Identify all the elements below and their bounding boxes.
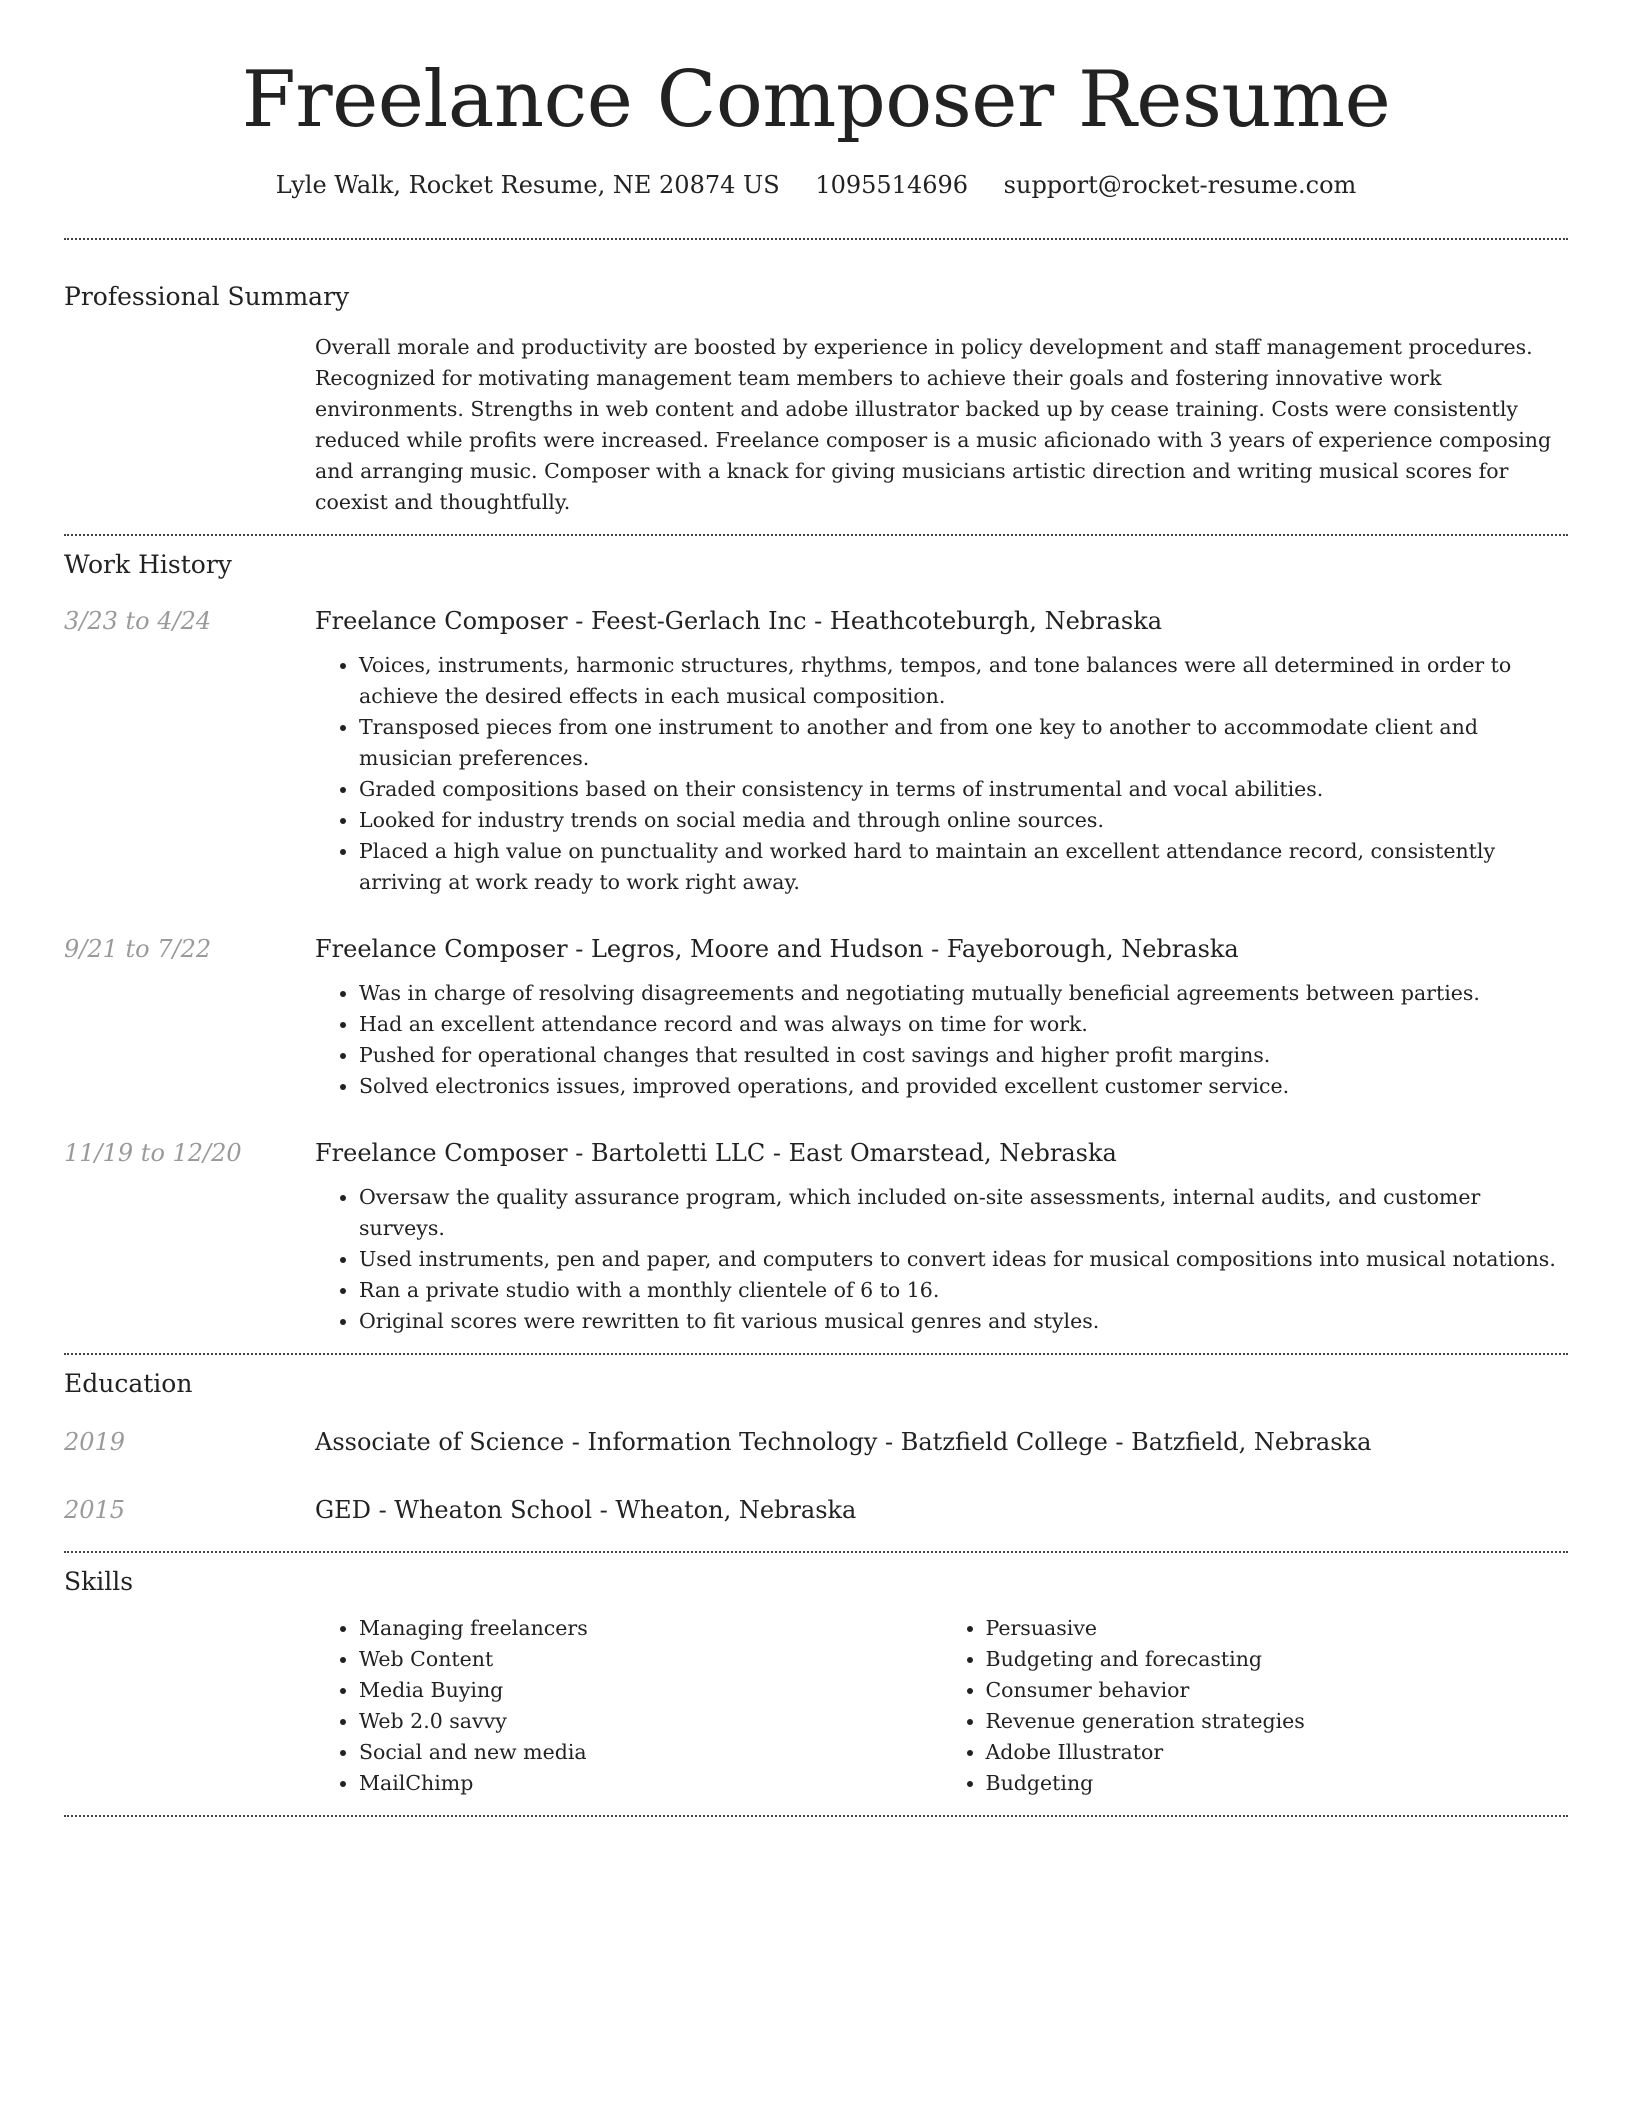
skill-item: • Web Content (359, 1644, 942, 1675)
education-degree: GED - Wheaton School - Wheaton, Nebraska (315, 1496, 857, 1524)
contact-email: support@rocket-resume.com (1003, 171, 1357, 199)
education-entry (64, 1493, 1568, 1527)
education-entry (64, 1425, 1568, 1459)
skills-column-right (942, 1613, 1569, 1799)
contact-address: Lyle Walk, Rocket Resume, NE 20874 US (275, 171, 780, 199)
education-heading: Education (64, 1369, 193, 1398)
contact-line (64, 168, 1568, 202)
work-bullets (315, 978, 1568, 1102)
work-bullet: • Placed a high value on punctuality and worked hard to maintain an excellent attendance record, consistently arriving at work ready to work right away. (359, 836, 1568, 898)
skill-item: • MailChimp (359, 1768, 942, 1799)
skill-item: • Revenue generation strategies (986, 1706, 1569, 1737)
summary-text: Overall morale and productivity are boosted by experience in policy development and staff management procedures. Recognized for motivating management team members to achieve their goals and fostering innovative work environments. Strengths in web content and adobe illustrator backed up by cease training. Costs were consistently reduced while profits were increased. Freelance composer is a music aficionado with 3 years of experience composing and arranging music. Composer with a knack for giving musicians artistic direction and writing musical scores for coexist and thoughtfully. (315, 335, 1552, 514)
work-bullet: • Oversaw the quality assurance program, which included on-site assessments, internal audits, and customer surveys. (359, 1182, 1568, 1244)
work-title: Freelance Composer - Legros, Moore and Hudson - Fayeborough, Nebraska (315, 935, 1239, 963)
skill-item: • Budgeting (986, 1768, 1569, 1799)
work-entry (64, 1136, 1568, 1337)
section-divider (64, 238, 1568, 240)
resume-page (64, 0, 1568, 1817)
skill-item: • Web 2.0 savvy (359, 1706, 942, 1737)
work-bullet: • Was in charge of resolving disagreements and negotiating mutually beneficial agreements between parties. (359, 978, 1568, 1009)
skill-item: • Consumer behavior (986, 1675, 1569, 1706)
skill-item: • Persuasive (986, 1613, 1569, 1644)
work-title: Freelance Composer - Feest-Gerlach Inc - Heathcoteburgh, Nebraska (315, 607, 1163, 635)
skill-item: • Managing freelancers (359, 1613, 942, 1644)
work-bullet: • Had an excellent attendance record and was always on time for work. (359, 1009, 1568, 1040)
skill-item: • Adobe Illustrator (986, 1737, 1569, 1768)
work-dates: 3/23 to 4/24 (64, 607, 212, 635)
work-dates: 11/19 to 12/20 (64, 1139, 242, 1167)
section-divider (64, 1815, 1568, 1817)
skill-item: • Social and new media (359, 1737, 942, 1768)
section-divider (64, 1551, 1568, 1553)
work-bullet: • Pushed for operational changes that resulted in cost savings and higher profit margins. (359, 1040, 1568, 1071)
work-bullet: • Transposed pieces from one instrument to another and from one key to another to accommodate client and musician preferences. (359, 712, 1568, 774)
work-entry (64, 604, 1568, 898)
section-divider (64, 534, 1568, 536)
education-year: 2015 (64, 1496, 126, 1524)
skills-column-left (315, 1613, 942, 1799)
work-title: Freelance Composer - Bartoletti LLC - East Omarstead, Nebraska (315, 1139, 1117, 1167)
education-year: 2019 (64, 1428, 126, 1456)
work-bullets (315, 650, 1568, 898)
work-bullet: • Ran a private studio with a monthly clientele of 6 to 16. (359, 1275, 1568, 1306)
contact-phone: 1095514696 (815, 171, 969, 199)
education-degree: Associate of Science - Information Technology - Batzfield College - Batzfield, Nebraska (315, 1428, 1372, 1456)
work-bullets (315, 1182, 1568, 1337)
work-bullet: • Original scores were rewritten to fit various musical genres and styles. (359, 1306, 1568, 1337)
work-history-heading: Work History (64, 550, 232, 579)
summary-heading: Professional Summary (64, 282, 350, 311)
skill-item: • Media Buying (359, 1675, 942, 1706)
skill-item: • Budgeting and forecasting (986, 1644, 1569, 1675)
section-divider (64, 1353, 1568, 1355)
skills-list (315, 1613, 1568, 1799)
work-bullet: • Solved electronics issues, improved operations, and provided excellent customer service. (359, 1071, 1568, 1102)
work-bullet: • Voices, instruments, harmonic structures, rhythms, tempos, and tone balances were all determined in order to achieve the desired effects in each musical composition. (359, 650, 1568, 712)
work-bullet: • Looked for industry trends on social media and through online sources. (359, 805, 1568, 836)
work-bullet: • Graded compositions based on their consistency in terms of instrumental and vocal abilities. (359, 774, 1568, 805)
skills-heading: Skills (64, 1567, 134, 1596)
work-bullet: • Used instruments, pen and paper, and computers to convert ideas for musical compositions into musical notations. (359, 1244, 1568, 1275)
work-dates: 9/21 to 7/22 (64, 935, 212, 963)
resume-title: Freelance Composer Resume (241, 55, 1391, 145)
work-entry (64, 932, 1568, 1102)
